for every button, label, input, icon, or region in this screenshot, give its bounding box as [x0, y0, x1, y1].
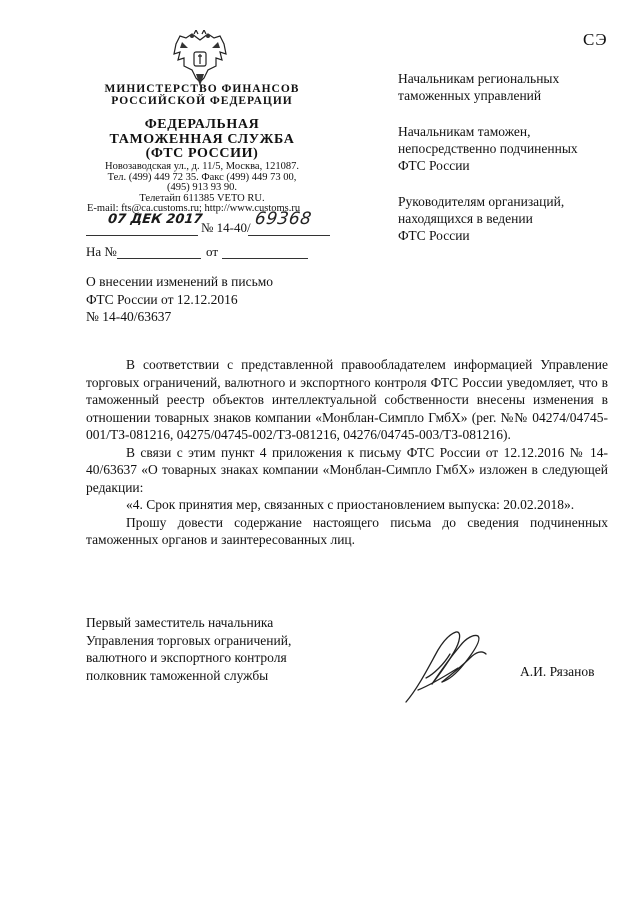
body-paragraph: В соответствии с представленной правообладателем информацией Управление торговых ограничений, валютного и экспортного контроля ФТС России уведомляет, что в таможенный реестр объектов интеллектуальной собственности внесены изменения в отношении товарных знаков компании «Монблан-Симпло ГмбХ» (рег. №№ 04274/04745-001/ТЗ-081216, 04275/04745-002/ТЗ-081216, 04276/04745-003/ТЗ-081216).: [86, 357, 608, 442]
contact-email: E-mail: fts@ca.customs.ru; http://www.customs.ru: [87, 203, 301, 214]
ministry-name: МИНИСТЕРСТВО ФИНАНСОВ РОССИЙСКОЙ ФЕДЕРАЦИИ: [104, 83, 300, 107]
coat-of-arms-emblem-icon: [170, 30, 230, 88]
recipient-customs: Начальникам таможен, непосредственно подчиненных ФТС России: [398, 124, 578, 173]
recipient-organizations: Руководителям организаций, находящихся в ведении ФТС России: [398, 194, 565, 243]
reference-date-line: [222, 258, 308, 259]
body-paragraph: В связи с этим пункт 4 приложения к письму ФТС России от 12.12.2016 № 14-40/63637 «О товарных знаках компании «Монблан-Симпло ГмбХ» изложен в следующей редакции:: [86, 444, 608, 495]
letter-subject: О внесении изменений в письмо ФТС России от 12.12.2016 № 14-40/63637: [86, 274, 274, 324]
registration-number-handwritten: 69368: [253, 209, 313, 229]
recipients: [398, 70, 618, 263]
signer-title: Первый заместитель начальника Управления торговых ограничений, валютного и экспортного контроля полковник таможенной службы: [86, 615, 292, 683]
date-underline: [86, 235, 198, 236]
reference-number-line: [117, 258, 201, 259]
body-paragraph: Прошу довести содержание настоящего письма до сведения подчиненных таможенных органов и заинтересованных лиц.: [86, 514, 608, 547]
contact-address: Новозаводская ул., д. 11/5, Москва, 121087. Тел. (499) 449 72 35. Факс (499) 449 73 00, (495) 913 93 90. Телетайп 611385 VETO RU.: [105, 161, 299, 204]
letter-body: [86, 356, 608, 549]
number-underline: [248, 235, 330, 236]
handwritten-signature-icon: [398, 628, 493, 708]
corner-mark: СЭ: [583, 30, 608, 49]
recipient-regional: Начальникам региональных таможенных управлений: [398, 71, 560, 103]
service-name: ФЕДЕРАЛЬНАЯ ТАМОЖЕННАЯ СЛУЖБА (ФТС РОССИИ): [109, 117, 295, 161]
reference-number-label: На №: [86, 244, 117, 259]
registration-date: 07 ДЕК 2017: [107, 212, 204, 227]
body-paragraph: «4. Срок принятия мер, связанных с приостановлением выпуска: 20.02.2018».: [126, 497, 575, 512]
registration-number-label: № 14-40/: [201, 220, 251, 235]
signer-name: А.И. Рязанов: [520, 664, 595, 679]
reference-date-label: от: [206, 244, 219, 259]
